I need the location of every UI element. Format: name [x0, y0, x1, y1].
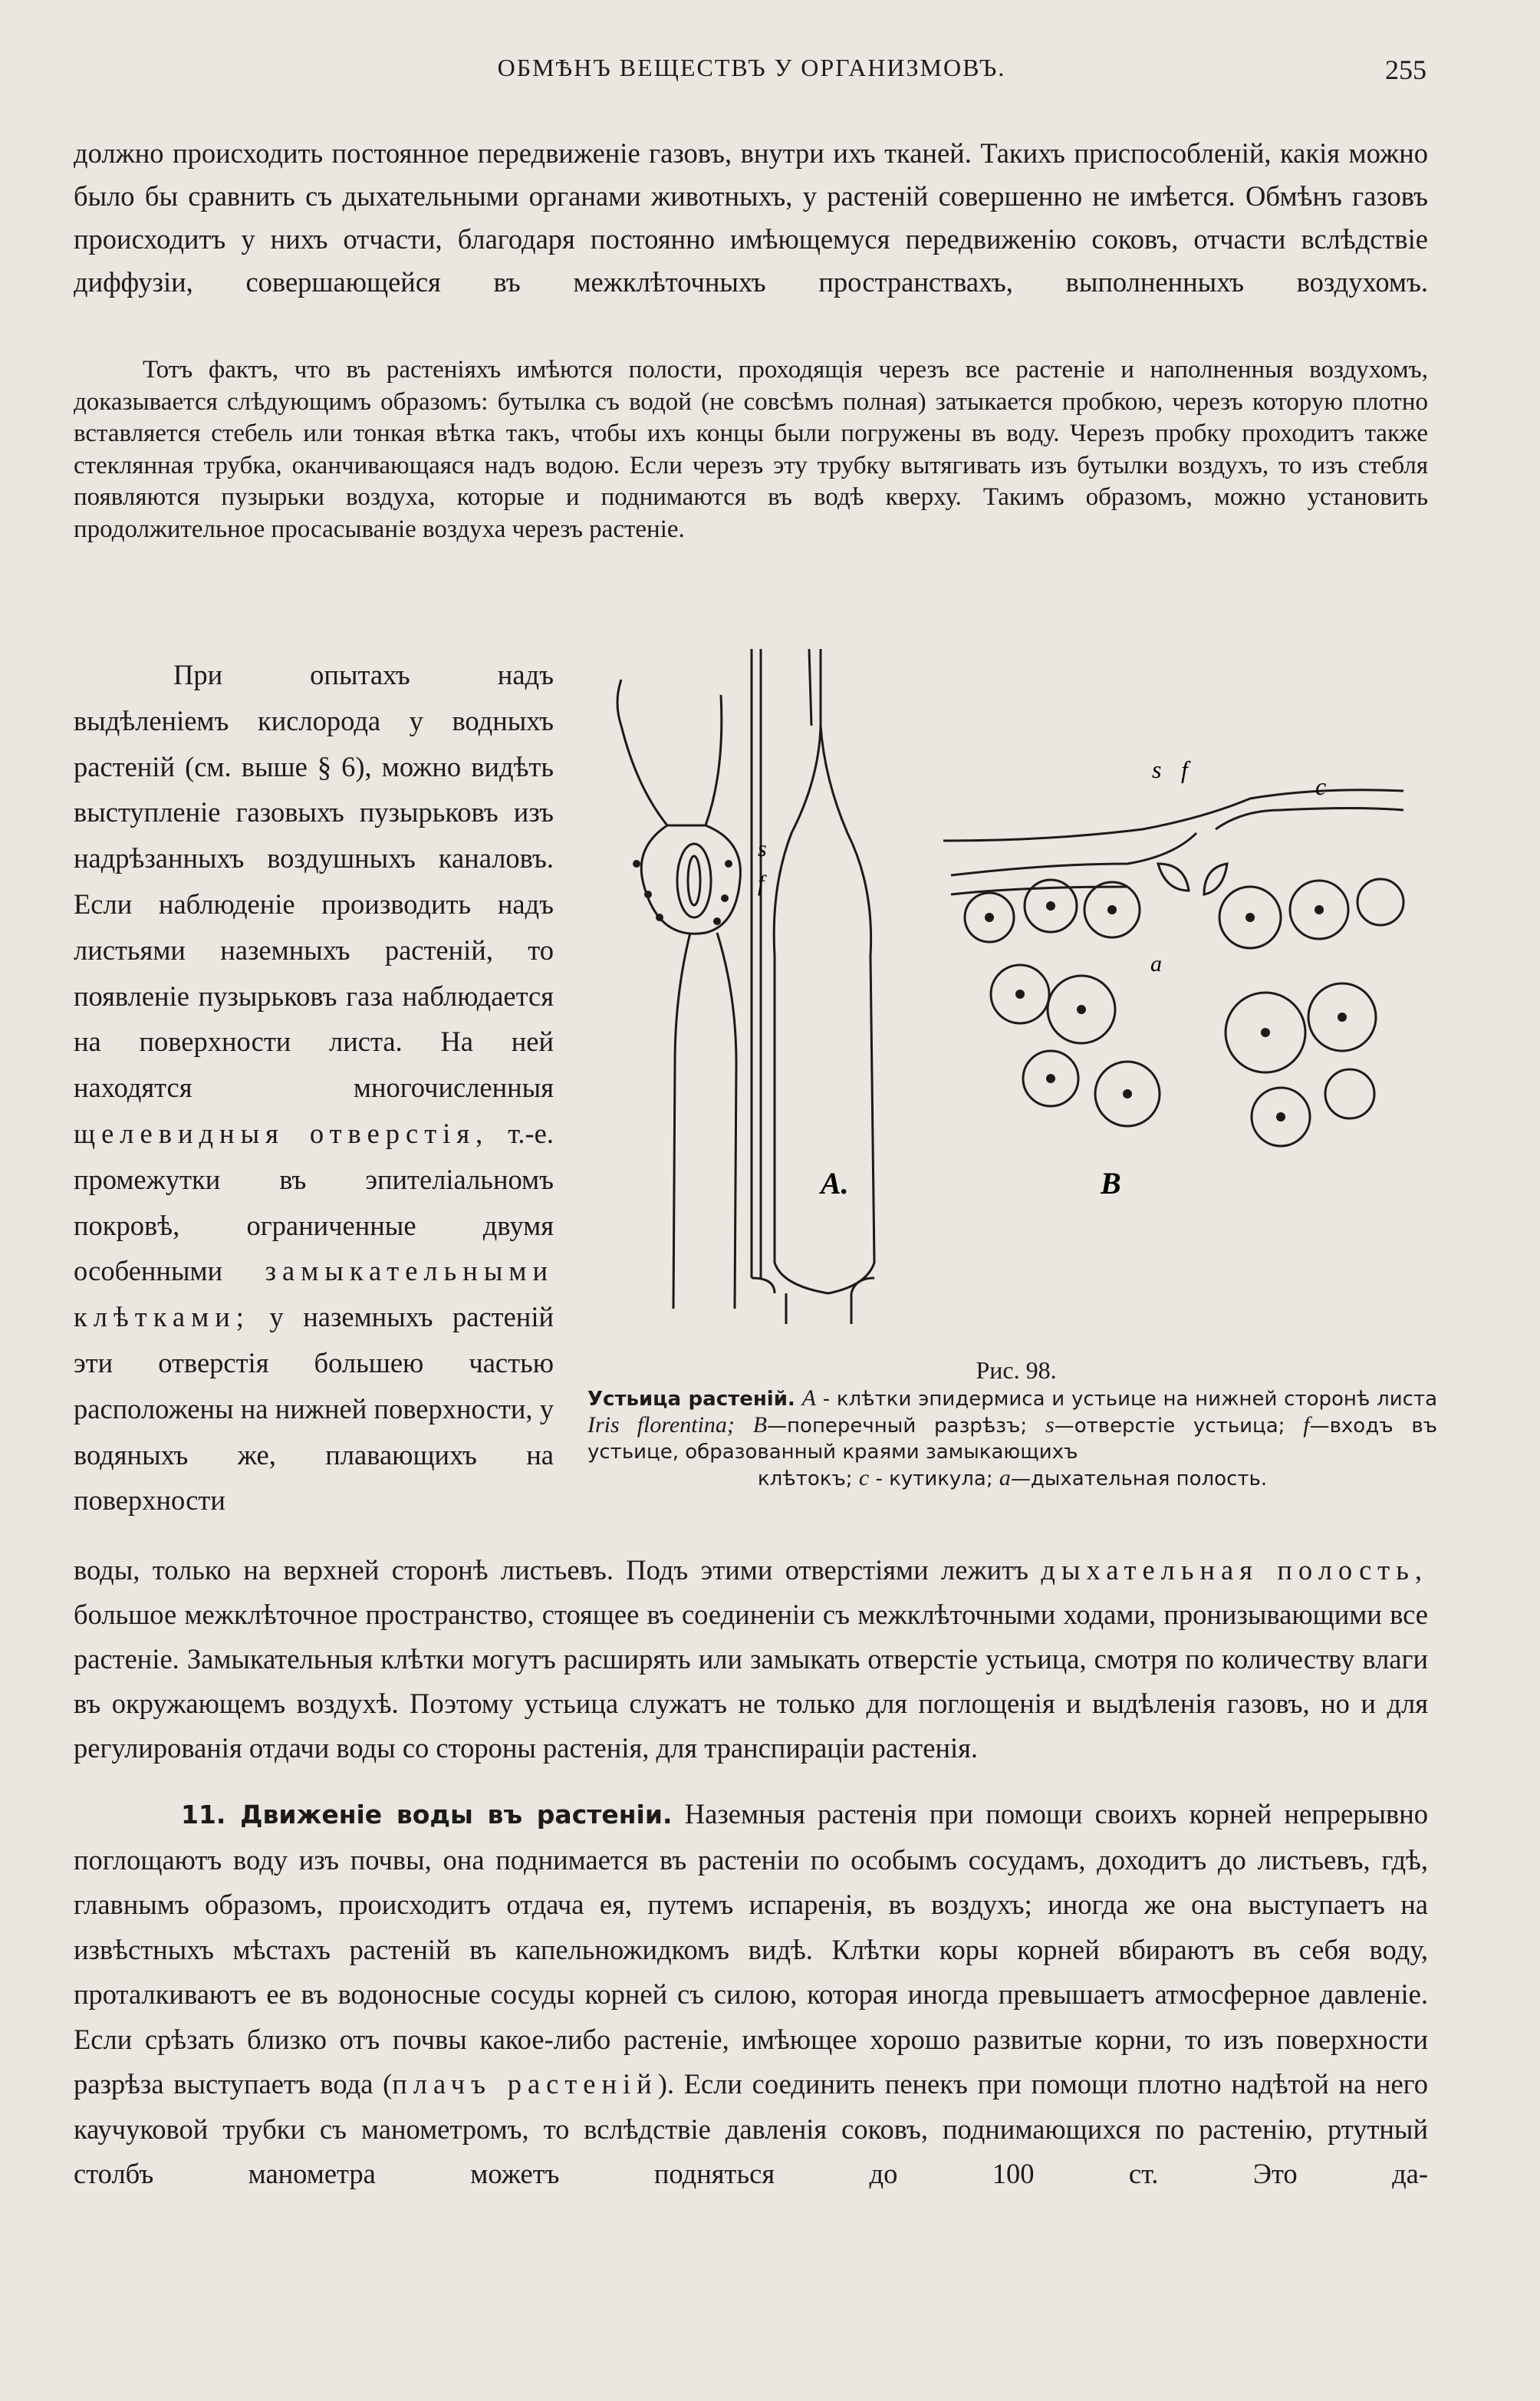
caption-text-4: —входъ въ устьице, образованный краями замыкающихъ: [587, 1415, 1438, 1464]
term-guard-cells: замыкательными клѣтками;: [74, 1255, 554, 1333]
paragraph-5-text-b: ). Если соединить пенекъ при помощи плотно надѣтой на него каучуковой трубки съ манометромъ, то вслѣдствіе давленія соковъ, поднимающихся по растенію, ртутный столбъ манометра можетъ подняться до 100 ст. Это да-: [74, 2068, 1428, 2189]
running-title: ОБМѢНЪ ВЕЩЕСТВЪ У ОРГАНИЗМОВЪ.: [497, 54, 1006, 81]
label-panel-b: B: [1101, 1166, 1121, 1200]
caption-text-3: —отверстіе устьица;: [1054, 1415, 1285, 1438]
caption-text-1: - клѣтки эпидермиса и устьице на нижней сторонѣ листа: [822, 1388, 1438, 1411]
section-title: 11. Движеніе воды въ растеніи.: [181, 1800, 673, 1830]
label-c: c: [1315, 772, 1327, 800]
page-number: 255: [1385, 54, 1426, 85]
paragraph-3-text-b: т.-е. промежутки въ эпителіальномъ покровѣ, ограниченные двумя особенными: [74, 1117, 554, 1287]
soft-hyphen: [222, 1255, 265, 1286]
label-s-right: s: [1152, 756, 1162, 783]
figure-illustration: [591, 634, 1442, 1355]
caption-a: A: [801, 1385, 816, 1411]
caption-text-7: —дыхательная полость.: [1010, 1467, 1268, 1490]
figure-number: Рис. 98.: [976, 1356, 1057, 1384]
paragraph-5: [74, 1792, 1428, 2197]
label-f-right: f: [1181, 756, 1188, 783]
paragraph-4-text-a: воды, только на верхней сторонѣ листьевъ. Подъ этими отверстіями лежитъ: [74, 1554, 1029, 1586]
paragraph-4-text-b: большое межклѣточное пространство, стоящее въ соединеніи съ межклѣточными ходами, пронизывающими все растеніе. Замыкательныя клѣтки могутъ расширять или замыкать отверстіе устьица, смотря по количеству влаги въ окружающемъ воздухѣ. Поэтому устьица служатъ не только для поглощенія и выдѣленія газовъ, но и для регулированія отдачи воды со стороны растенія, для транспираціи растенія.: [74, 1599, 1428, 1764]
label-panel-a: A.: [821, 1166, 849, 1200]
paragraph-4: [74, 1548, 1428, 1770]
caption-title: Устьица растеній.: [587, 1388, 795, 1411]
caption-last-line: [587, 1465, 1437, 1492]
figure-stomata: [591, 634, 1442, 1370]
paragraph-3: [74, 652, 554, 1523]
caption-text-6: - кутикула;: [875, 1467, 993, 1490]
paragraph-3-text-a: При опытахъ надъ выдѣленіемъ кислорода у водныхъ растеній (см. выше § 6), можно видѣть выступленіе газовыхъ пузырьковъ изъ надрѣзанныхъ воздушныхъ каналовъ. Если наблюденіе производить надъ листьями наземныхъ растеній, то появленіе пузырьковъ газа наблюдается на поверхности листа. На ней находятся многочисленныя: [74, 659, 554, 1104]
caption-c: c: [858, 1465, 870, 1490]
paragraph-5-text-a: Наземныя растенія при помощи своихъ корней непрерывно поглощаютъ воду изъ почвы, она поднимается въ растеніи по особымъ сосудамъ, доходитъ до листьевъ, гдѣ, главнымъ образомъ, происходитъ отдача ея, путемъ испаренія, въ воздухъ; иногда же она выступаетъ на извѣстныхъ мѣстахъ растеній въ капельножидкомъ видѣ. Клѣтки коры корней вбираютъ въ себя воду, проталкиваютъ ее въ водоносные сосуды корней съ силою, которая иногда превышаетъ атмосферное давленіе. Если срѣзать близко отъ почвы какое-либо растеніе, имѣющее хорошо развитые корни, то изъ поверхности разрѣза выступаетъ вода (: [74, 1798, 1428, 2100]
label-f-left: f: [758, 871, 765, 896]
caption-f: f: [1303, 1412, 1310, 1438]
caption-aa: a: [999, 1465, 1011, 1490]
running-head: [77, 54, 1426, 92]
caption-b: B: [752, 1412, 768, 1438]
label-cavity-a: a: [1150, 951, 1162, 977]
caption-species: Iris florentina;: [587, 1412, 735, 1438]
caption-text-2: —поперечный разрѣзъ;: [767, 1415, 1028, 1438]
label-s-left: s: [758, 836, 767, 861]
paragraph-3-text-c: у наземныхъ растеній эти отверстія большею частью расположены на нижней поверхности, у водяныхъ же, плавающихъ на поверхности: [74, 1301, 554, 1517]
figure-caption: [587, 1385, 1437, 1492]
paragraph-1: должно происходить постоянное передвиженіе газовъ, внутри ихъ тканей. Такихъ приспособленій, какія можно было бы сравнить съ дыхательными органами животныхъ, у растеній совершенно не имѣется. Обмѣнъ газовъ происходитъ у нихъ отчасти, благодаря постоянно имѣющемуся передвиженію соковъ, отчасти вслѣдствіе диффузіи, совершающейся въ межклѣточныхъ пространствахъ, выполненныхъ воздухомъ.: [74, 137, 1428, 298]
caption-text-5: клѣтокъ;: [757, 1467, 853, 1490]
term-plant-weeping: плачъ растеній: [392, 2068, 658, 2100]
term-respiratory-cavity: дыхательная полость,: [1041, 1554, 1428, 1586]
caption-s: s: [1045, 1412, 1055, 1438]
term-slit-openings: щелевидныя отверстія,: [74, 1117, 489, 1149]
paragraph-2: Тотъ фактъ, что въ растеніяхъ имѣются полости, проходящія черезъ все растеніе и наполненныя воздухомъ, доказывается слѣдующимъ образомъ: бутылка съ водой (не совсѣмъ полная) затыкается пробкою, черезъ которую плотно вставляется стебель или тонкая вѣтка такъ, чтобы ихъ концы были погружены въ воду. Черезъ пробку проходитъ также стеклянная трубка, оканчивающаяся надъ водою. Если черезъ эту трубку вытягивать изъ бутылки воздухъ, то изъ стебля появляются пузырьки воздуха, которые и поднимаются въ водѣ кверху. Такимъ образомъ, можно установить продолжительное просасываніе воздуха черезъ растеніе.: [74, 356, 1428, 543]
